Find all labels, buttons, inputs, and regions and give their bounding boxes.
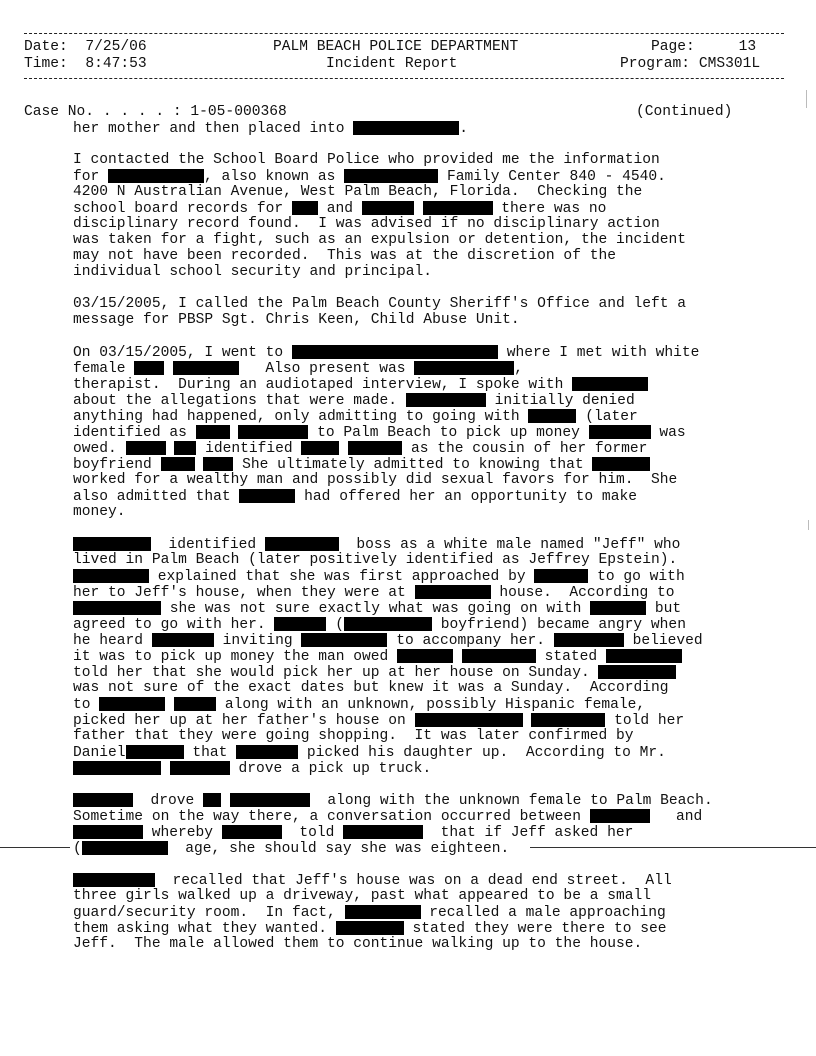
redaction: [534, 569, 588, 583]
redaction: [99, 697, 165, 711]
body-line: to along with an unknown, possibly Hispanic female,: [73, 697, 646, 713]
time-row: [24, 57, 147, 71]
body-line: ( age, she should say she was eighteen.: [73, 841, 510, 857]
body-line: disciplinary record found. I was advised if no disciplinary action: [73, 216, 660, 232]
redaction: [73, 825, 143, 839]
date-value: 7/25/06: [85, 39, 147, 55]
body-line: On 03/15/2005, I went to where I met with white: [73, 345, 700, 361]
date-label: Date:: [24, 39, 68, 55]
redaction: [598, 665, 676, 679]
body-line: recalled that Jeff's house was on a dead end street. All: [73, 873, 672, 888]
body-line: individual school security and principal.: [73, 264, 433, 280]
report-type: Incident Report: [326, 56, 458, 72]
body-line: he heard inviting to accompany her. believed: [73, 633, 703, 649]
body-line: guard/security room. In fact, recalled a male approaching: [73, 905, 666, 921]
body-line: anything had happened, only admitting to going with (later: [73, 409, 638, 425]
redaction: [73, 569, 149, 583]
redaction: [203, 793, 221, 807]
redaction: [265, 537, 339, 551]
body-line: boyfriend She ultimately admitted to knowing that: [73, 457, 650, 472]
body-line: owed. identified as the cousin of her former: [73, 441, 648, 457]
redaction: [606, 649, 682, 663]
redaction: [362, 201, 414, 215]
redaction: [406, 393, 486, 407]
body-line: drove a pick up truck.: [73, 761, 431, 776]
redaction: [73, 537, 151, 551]
case-label: Case No. . . . . :: [24, 104, 182, 120]
redaction: [126, 745, 184, 759]
body-line: therapist. During an audiotaped interview, I spoke with: [73, 377, 648, 392]
redaction: [344, 617, 432, 631]
case-number-line: [24, 105, 287, 119]
program-row: [620, 57, 760, 71]
body-line: worked for a wealthy man and possibly did sexual favors for him. She: [73, 472, 678, 488]
header-top-rule: [24, 33, 784, 34]
redaction: [203, 457, 233, 471]
body-line: 4200 N Australian Avenue, West Palm Beach, Florida. Checking the: [73, 184, 643, 200]
redaction: [134, 361, 164, 375]
redaction: [174, 697, 216, 711]
redaction: [230, 793, 310, 807]
redaction: [348, 441, 402, 455]
body-line: whereby told that if Jeff asked her: [73, 825, 633, 840]
body-line: money.: [73, 504, 126, 520]
body-line: message for PBSP Sgt. Chris Keen, Child Abuse Unit.: [73, 312, 520, 328]
redaction: [343, 825, 423, 839]
redaction: [590, 809, 650, 823]
body-line: lived in Palm Beach (later positively identified as Jeffrey Epstein).: [73, 552, 678, 568]
redaction: [239, 489, 295, 503]
time-value: 8:47:53: [85, 56, 147, 72]
body-line: Daniel that picked his daughter up. According to Mr.: [73, 745, 666, 761]
redaction: [528, 409, 576, 423]
redaction: [173, 361, 239, 375]
body-line: 03/15/2005, I called the Palm Beach County Sheriff's Office and left a: [73, 296, 687, 312]
redaction: [572, 377, 648, 391]
program-value: CMS301L: [698, 56, 761, 72]
header-bottom-rule: [24, 78, 784, 79]
redaction: [152, 633, 214, 647]
body-line: picked her up at her father's house on told her: [73, 713, 685, 729]
redaction: [82, 841, 168, 855]
redaction: [301, 633, 387, 647]
body-line: was taken for a fight, such as an expulsion or detention, the incident: [73, 232, 687, 248]
body-line: explained that she was first approached by to go with: [73, 569, 685, 584]
redaction: [161, 457, 195, 471]
redaction: [345, 905, 421, 919]
redaction: [73, 873, 155, 887]
redaction: [462, 649, 536, 663]
redaction: [589, 425, 651, 439]
case-number: 1-05-000368: [190, 104, 287, 120]
redaction: [301, 441, 339, 455]
scan-speck: [808, 520, 809, 530]
scan-speck: [806, 90, 807, 108]
body-line: about the allegations that were made. initially denied: [73, 393, 635, 409]
redaction: [174, 441, 196, 455]
redaction: [554, 633, 624, 647]
date-row: [24, 40, 147, 54]
redaction: [170, 761, 230, 775]
redaction: [423, 201, 493, 215]
redaction: [73, 601, 161, 615]
redaction: [336, 921, 404, 935]
redaction: [274, 617, 326, 631]
body-line: she was not sure exactly what was going on with but: [73, 601, 681, 616]
body-line: Sometime on the way there, a conversation occurred between and: [73, 809, 703, 825]
redaction: [292, 345, 498, 359]
redaction: [292, 201, 318, 215]
redaction: [414, 361, 514, 375]
redaction: [344, 169, 438, 183]
page-number: 13: [738, 39, 757, 55]
redaction: [353, 121, 459, 135]
body-line: it was to pick up money the man owed stated: [73, 649, 682, 664]
body-line: identified as to Palm Beach to pick up money was: [73, 425, 686, 441]
body-line: also admitted that had offered her an opportunity to make: [73, 489, 637, 505]
redaction: [238, 425, 308, 439]
scan-line-artifact: [0, 847, 70, 848]
body-line: told her that she would pick her up at her house on Sunday.: [73, 665, 676, 680]
redaction: [415, 713, 523, 727]
redaction: [73, 793, 133, 807]
body-line: her to Jeff's house, when they were at house. According to: [73, 585, 675, 601]
redaction: [397, 649, 453, 663]
department-name: PALM BEACH POLICE DEPARTMENT: [273, 39, 519, 55]
body-line: father that they were going shopping. It was later confirmed by: [73, 728, 634, 744]
program-label: Program:: [620, 56, 691, 72]
redaction: [126, 441, 166, 455]
redaction: [531, 713, 605, 727]
redaction: [592, 457, 650, 471]
redaction: [590, 601, 646, 615]
redaction: [108, 169, 204, 183]
body-line: her mother and then placed into .: [73, 121, 469, 137]
body-line: school board records for and there was no: [73, 201, 607, 217]
page-row: [651, 40, 756, 54]
body-line: agreed to go with her. ( boyfriend) became angry when: [73, 617, 686, 633]
body-line: for , also known as Family Center 840 - 4540.: [73, 169, 666, 185]
body-line: may not have been recorded. This was at the discretion of the: [73, 248, 616, 264]
body-line: them asking what they wanted. stated they were there to see: [73, 921, 667, 937]
redaction: [196, 425, 230, 439]
body-line: identified boss as a white male named "Jeff" who: [73, 537, 680, 552]
time-label: Time:: [24, 56, 68, 72]
redaction: [236, 745, 298, 759]
redaction: [415, 585, 491, 599]
redaction: [73, 761, 161, 775]
body-line: was not sure of the exact dates but knew it was a Sunday. According: [73, 680, 669, 696]
body-line: drove along with the unknown female to Palm Beach.: [73, 793, 713, 808]
page-label: Page:: [651, 39, 695, 55]
body-line: three girls walked up a driveway, past what appeared to be a small: [73, 888, 652, 904]
scan-line-artifact: [530, 847, 816, 848]
redaction: [222, 825, 282, 839]
body-line: female Also present was ,: [73, 361, 524, 377]
continued-label: (Continued): [636, 104, 733, 120]
body-line: I contacted the School Board Police who provided me the information: [73, 152, 660, 168]
body-line: Jeff. The male allowed them to continue walking up to the house.: [73, 936, 643, 952]
